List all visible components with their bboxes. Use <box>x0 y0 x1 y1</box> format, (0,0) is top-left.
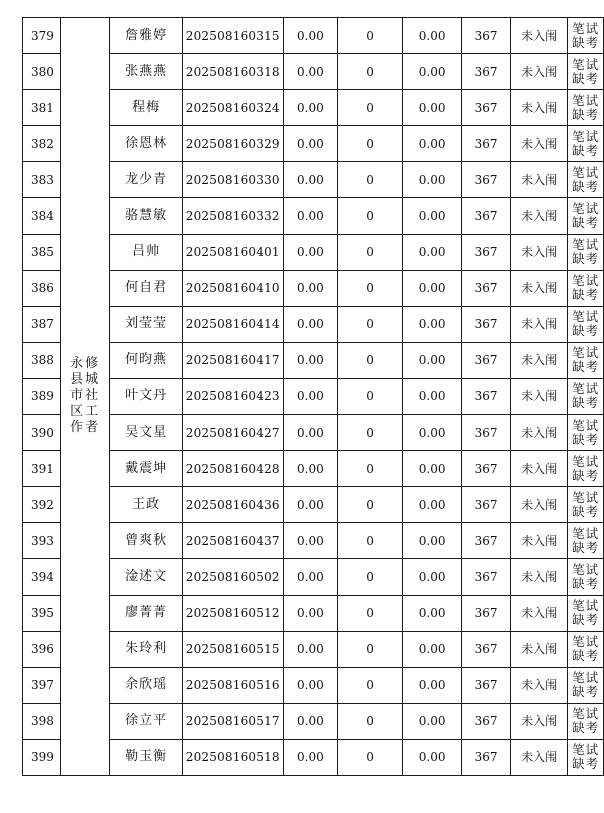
total-score: 0.00 <box>402 559 461 595</box>
remark: 笔试缺考 <box>568 378 604 414</box>
written-score: 0.00 <box>283 631 337 667</box>
row-number: 399 <box>23 739 61 775</box>
rank: 367 <box>462 90 510 126</box>
row-number: 382 <box>23 126 61 162</box>
bonus-score: 0 <box>338 90 403 126</box>
bonus-score: 0 <box>338 739 403 775</box>
table-row <box>23 342 604 378</box>
candidate-name: 吕帅 <box>110 234 182 270</box>
bonus-score: 0 <box>338 667 403 703</box>
candidate-name: 吴文星 <box>110 415 182 451</box>
written-score: 0.00 <box>283 270 337 306</box>
bonus-score: 0 <box>338 523 403 559</box>
table-row <box>23 90 604 126</box>
exam-id: 202508160410 <box>182 270 283 306</box>
row-number: 380 <box>23 54 61 90</box>
exam-id: 202508160330 <box>182 162 283 198</box>
bonus-score: 0 <box>338 126 403 162</box>
total-score: 0.00 <box>402 126 461 162</box>
exam-id: 202508160332 <box>182 198 283 234</box>
rank: 367 <box>462 270 510 306</box>
exam-id: 202508160436 <box>182 487 283 523</box>
table-row <box>23 415 604 451</box>
row-number: 394 <box>23 559 61 595</box>
bonus-score: 0 <box>338 631 403 667</box>
table-row <box>23 306 604 342</box>
remark: 笔试缺考 <box>568 270 604 306</box>
rank: 367 <box>462 559 510 595</box>
bonus-score: 0 <box>338 342 403 378</box>
written-score: 0.00 <box>283 378 337 414</box>
table-row <box>23 703 604 739</box>
row-number: 390 <box>23 415 61 451</box>
admission-status: 未入闱 <box>510 18 568 54</box>
remark: 笔试缺考 <box>568 595 604 631</box>
admission-status: 未入闱 <box>510 739 568 775</box>
bonus-score: 0 <box>338 18 403 54</box>
table-row <box>23 595 604 631</box>
row-number: 389 <box>23 378 61 414</box>
admission-status: 未入闱 <box>510 270 568 306</box>
candidate-name: 淦述文 <box>110 559 182 595</box>
remark: 笔试缺考 <box>568 415 604 451</box>
bonus-score: 0 <box>338 595 403 631</box>
candidate-name: 何自君 <box>110 270 182 306</box>
written-score: 0.00 <box>283 306 337 342</box>
exam-id: 202508160329 <box>182 126 283 162</box>
written-score: 0.00 <box>283 523 337 559</box>
bonus-score: 0 <box>338 54 403 90</box>
exam-id: 202508160423 <box>182 378 283 414</box>
remark: 笔试缺考 <box>568 451 604 487</box>
admission-status: 未入闱 <box>510 415 568 451</box>
table-row <box>23 18 604 54</box>
admission-status: 未入闱 <box>510 703 568 739</box>
written-score: 0.00 <box>283 703 337 739</box>
total-score: 0.00 <box>402 234 461 270</box>
row-number: 383 <box>23 162 61 198</box>
written-score: 0.00 <box>283 559 337 595</box>
row-number: 388 <box>23 342 61 378</box>
candidate-name: 詹雅婷 <box>110 18 182 54</box>
exam-id: 202508160512 <box>182 595 283 631</box>
rank: 367 <box>462 451 510 487</box>
total-score: 0.00 <box>402 54 461 90</box>
remark: 笔试缺考 <box>568 234 604 270</box>
total-score: 0.00 <box>402 90 461 126</box>
written-score: 0.00 <box>283 18 337 54</box>
rank: 367 <box>462 378 510 414</box>
bonus-score: 0 <box>338 415 403 451</box>
total-score: 0.00 <box>402 631 461 667</box>
table-body <box>23 18 604 776</box>
rank: 367 <box>462 667 510 703</box>
row-number: 393 <box>23 523 61 559</box>
row-number: 392 <box>23 487 61 523</box>
bonus-score: 0 <box>338 487 403 523</box>
remark: 笔试缺考 <box>568 559 604 595</box>
total-score: 0.00 <box>402 523 461 559</box>
written-score: 0.00 <box>283 451 337 487</box>
exam-id: 202508160414 <box>182 306 283 342</box>
exam-id: 202508160515 <box>182 631 283 667</box>
written-score: 0.00 <box>283 90 337 126</box>
rank: 367 <box>462 162 510 198</box>
admission-status: 未入闱 <box>510 487 568 523</box>
admission-status: 未入闱 <box>510 523 568 559</box>
table-row <box>23 523 604 559</box>
candidate-name: 徐立平 <box>110 703 182 739</box>
candidate-name: 何昀燕 <box>110 342 182 378</box>
total-score: 0.00 <box>402 378 461 414</box>
total-score: 0.00 <box>402 667 461 703</box>
exam-id: 202508160437 <box>182 523 283 559</box>
exam-id: 202508160417 <box>182 342 283 378</box>
post-name: 永修县城市社区工作者 <box>60 18 110 776</box>
row-number: 397 <box>23 667 61 703</box>
total-score: 0.00 <box>402 306 461 342</box>
bonus-score: 0 <box>338 234 403 270</box>
bonus-score: 0 <box>338 162 403 198</box>
written-score: 0.00 <box>283 126 337 162</box>
candidate-name: 勒玉衡 <box>110 739 182 775</box>
candidate-name: 叶文丹 <box>110 378 182 414</box>
remark: 笔试缺考 <box>568 90 604 126</box>
written-score: 0.00 <box>283 595 337 631</box>
candidate-name: 程梅 <box>110 90 182 126</box>
written-score: 0.00 <box>283 667 337 703</box>
exam-id: 202508160428 <box>182 451 283 487</box>
candidate-name: 曾爽秋 <box>110 523 182 559</box>
remark: 笔试缺考 <box>568 523 604 559</box>
remark: 笔试缺考 <box>568 198 604 234</box>
total-score: 0.00 <box>402 415 461 451</box>
rank: 367 <box>462 523 510 559</box>
rank: 367 <box>462 54 510 90</box>
admission-status: 未入闱 <box>510 234 568 270</box>
total-score: 0.00 <box>402 487 461 523</box>
remark: 笔试缺考 <box>568 54 604 90</box>
admission-status: 未入闱 <box>510 378 568 414</box>
total-score: 0.00 <box>402 18 461 54</box>
row-number: 391 <box>23 451 61 487</box>
bonus-score: 0 <box>338 451 403 487</box>
total-score: 0.00 <box>402 451 461 487</box>
rank: 367 <box>462 234 510 270</box>
written-score: 0.00 <box>283 54 337 90</box>
exam-id: 202508160516 <box>182 667 283 703</box>
bonus-score: 0 <box>338 559 403 595</box>
rank: 367 <box>462 415 510 451</box>
admission-status: 未入闱 <box>510 306 568 342</box>
written-score: 0.00 <box>283 162 337 198</box>
rank: 367 <box>462 126 510 162</box>
table-row <box>23 631 604 667</box>
admission-status: 未入闱 <box>510 198 568 234</box>
candidate-name: 王政 <box>110 487 182 523</box>
written-score: 0.00 <box>283 198 337 234</box>
candidate-name: 张燕燕 <box>110 54 182 90</box>
remark: 笔试缺考 <box>568 739 604 775</box>
written-score: 0.00 <box>283 415 337 451</box>
rank: 367 <box>462 631 510 667</box>
exam-id: 202508160502 <box>182 559 283 595</box>
admission-status: 未入闱 <box>510 451 568 487</box>
remark: 笔试缺考 <box>568 342 604 378</box>
table-row <box>23 739 604 775</box>
rank: 367 <box>462 703 510 739</box>
remark: 笔试缺考 <box>568 703 604 739</box>
table-row <box>23 126 604 162</box>
table-row <box>23 667 604 703</box>
table-row <box>23 54 604 90</box>
table-row <box>23 162 604 198</box>
total-score: 0.00 <box>402 703 461 739</box>
candidate-name: 戴震坤 <box>110 451 182 487</box>
remark: 笔试缺考 <box>568 306 604 342</box>
bonus-score: 0 <box>338 378 403 414</box>
exam-id: 202508160324 <box>182 90 283 126</box>
written-score: 0.00 <box>283 342 337 378</box>
total-score: 0.00 <box>402 342 461 378</box>
total-score: 0.00 <box>402 270 461 306</box>
admission-status: 未入闱 <box>510 162 568 198</box>
total-score: 0.00 <box>402 739 461 775</box>
rank: 367 <box>462 342 510 378</box>
written-score: 0.00 <box>283 487 337 523</box>
exam-id: 202508160318 <box>182 54 283 90</box>
candidate-name: 刘莹莹 <box>110 306 182 342</box>
row-number: 381 <box>23 90 61 126</box>
exam-id: 202508160517 <box>182 703 283 739</box>
total-score: 0.00 <box>402 162 461 198</box>
candidate-name: 廖菁菁 <box>110 595 182 631</box>
bonus-score: 0 <box>338 198 403 234</box>
remark: 笔试缺考 <box>568 126 604 162</box>
rank: 367 <box>462 595 510 631</box>
admission-status: 未入闱 <box>510 342 568 378</box>
exam-id: 202508160401 <box>182 234 283 270</box>
rank: 367 <box>462 739 510 775</box>
admission-status: 未入闱 <box>510 559 568 595</box>
admission-status: 未入闱 <box>510 126 568 162</box>
bonus-score: 0 <box>338 306 403 342</box>
score-table <box>22 17 604 776</box>
row-number: 396 <box>23 631 61 667</box>
rank: 367 <box>462 487 510 523</box>
row-number: 386 <box>23 270 61 306</box>
written-score: 0.00 <box>283 739 337 775</box>
rank: 367 <box>462 198 510 234</box>
candidate-name: 龙少青 <box>110 162 182 198</box>
exam-id: 202508160315 <box>182 18 283 54</box>
row-number: 398 <box>23 703 61 739</box>
total-score: 0.00 <box>402 198 461 234</box>
total-score: 0.00 <box>402 595 461 631</box>
row-number: 385 <box>23 234 61 270</box>
row-number: 379 <box>23 18 61 54</box>
table-row <box>23 559 604 595</box>
row-number: 384 <box>23 198 61 234</box>
admission-status: 未入闱 <box>510 631 568 667</box>
candidate-name: 骆慧敏 <box>110 198 182 234</box>
remark: 笔试缺考 <box>568 631 604 667</box>
remark: 笔试缺考 <box>568 18 604 54</box>
rank: 367 <box>462 18 510 54</box>
remark: 笔试缺考 <box>568 667 604 703</box>
candidate-name: 徐恩林 <box>110 126 182 162</box>
table-row <box>23 451 604 487</box>
remark: 笔试缺考 <box>568 487 604 523</box>
row-number: 395 <box>23 595 61 631</box>
table-row <box>23 487 604 523</box>
bonus-score: 0 <box>338 703 403 739</box>
table-row <box>23 378 604 414</box>
table-row <box>23 198 604 234</box>
admission-status: 未入闱 <box>510 54 568 90</box>
table-row <box>23 234 604 270</box>
candidate-name: 余欣瑶 <box>110 667 182 703</box>
written-score: 0.00 <box>283 234 337 270</box>
row-number: 387 <box>23 306 61 342</box>
exam-id: 202508160518 <box>182 739 283 775</box>
candidate-name: 朱玲利 <box>110 631 182 667</box>
table-row <box>23 270 604 306</box>
admission-status: 未入闱 <box>510 595 568 631</box>
admission-status: 未入闱 <box>510 667 568 703</box>
rank: 367 <box>462 306 510 342</box>
bonus-score: 0 <box>338 270 403 306</box>
admission-status: 未入闱 <box>510 90 568 126</box>
remark: 笔试缺考 <box>568 162 604 198</box>
exam-id: 202508160427 <box>182 415 283 451</box>
